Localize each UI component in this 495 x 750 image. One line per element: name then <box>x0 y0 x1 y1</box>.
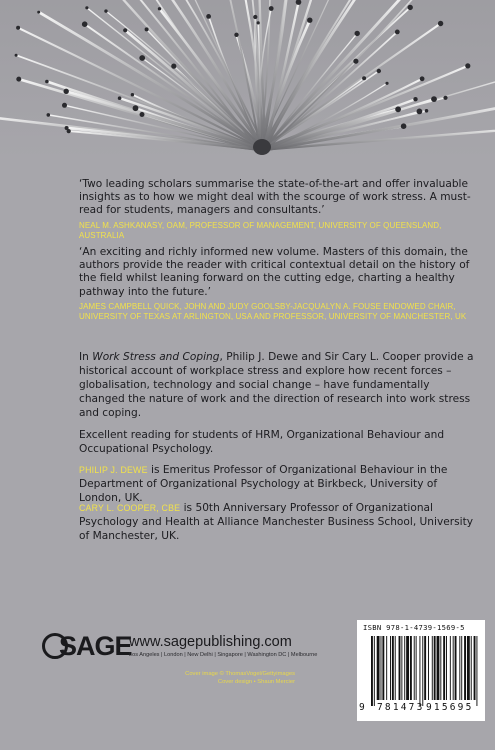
wire-tip <box>420 76 425 81</box>
barcode-bar <box>386 636 387 700</box>
barcode-bar <box>416 636 417 700</box>
wire-tip <box>431 96 437 102</box>
description-body: , Philip J. Dewe and Sir Cary L. Cooper provide a historical account of workplace stress and explore how recent forces – globalisation, technology and social change – have fundamentally changed the nature of work and the direction of research into work stress and coping. <box>79 351 474 419</box>
quote-1-attribution: NEAL M. ASHKANASY, OAM, PROFESSOR OF MANAGEMENT, UNIVERSITY OF QUEENSLAND, AUSTRALIA <box>79 219 442 241</box>
audience-text: Excellent reading for students of HRM, Organizational Behaviour and Occupational Psychology. <box>79 429 445 455</box>
barcode-bar <box>467 636 470 700</box>
barcode-bar <box>410 636 412 700</box>
barcode-bar <box>395 636 396 700</box>
publisher-cities: Los Angeles | London | New Delhi | Singapore | Washington DC | Melbourne <box>129 652 318 658</box>
barcode-digit-group-1: 781473 <box>377 702 425 713</box>
wire-tip <box>395 106 401 112</box>
barcode-bar <box>450 636 451 700</box>
author-bio-2 <box>79 501 477 543</box>
cover-art-wire-bundle <box>0 0 495 160</box>
barcode-bar <box>471 636 472 700</box>
quote-2-attribution: JAMES CAMPBELL QUICK, JOHN AND JUDY GOOLSBY-JACQUALYN A. FOUSE ENDOWED CHAIR, UNIVERSITY OF TEXAS AT ARLINGTON, USA AND PROFESSOR, UNIVERSITY OF MANCHESTER, UK <box>79 300 467 322</box>
barcode-bar <box>464 636 466 700</box>
author-1-name: PHILIP J. DEWE <box>79 465 148 475</box>
wire-tip <box>63 89 68 94</box>
barcode-bar <box>461 636 462 700</box>
wire-tip <box>62 103 67 108</box>
wire-tip <box>257 21 260 24</box>
wire-tip <box>37 11 40 14</box>
wire-tip <box>408 5 413 10</box>
barcode-bar <box>446 636 447 700</box>
barcode-bar <box>455 636 457 700</box>
wire-tip <box>45 80 49 84</box>
quote-2-text: ‘An exciting and richly informed new volume. Masters of this domain, the authors provide the reader with critical contextual detail on the history of the field whilst leaning forward on the cutting edge, charting a healthy pathway into the future.’ <box>79 246 470 298</box>
wire-tip <box>47 113 51 117</box>
wire-tip <box>139 55 145 61</box>
barcode-bar <box>406 636 409 700</box>
wire-tip <box>353 59 358 64</box>
barcode-bar <box>434 636 436 700</box>
quote-1 <box>79 178 477 241</box>
barcode-bar <box>437 636 440 700</box>
wire-tip <box>417 109 423 115</box>
sage-logo <box>42 631 132 661</box>
barcode-digit-group-2: 915695 <box>426 702 474 713</box>
sage-circle-icon <box>42 633 68 659</box>
barcode-bar <box>476 636 477 706</box>
barcode-bar <box>422 636 423 706</box>
wire-tip <box>385 82 388 85</box>
wire-tip <box>206 14 211 19</box>
wire-tip <box>401 123 407 129</box>
wire-tip <box>123 28 127 32</box>
author-2-name: CARY L. COOPER, CBE <box>79 503 181 513</box>
barcode-bar <box>440 636 441 700</box>
wire-tip <box>85 6 88 9</box>
barcode-bar <box>424 636 426 700</box>
publisher-url: www.sagepublishing.com <box>129 634 292 650</box>
wire-tip <box>16 26 20 30</box>
audience-note <box>79 428 477 456</box>
barcode-bar <box>428 636 429 700</box>
barcode-bar <box>381 636 382 700</box>
author-2-bio: is 50th Anniversary Professor of Organizational Psychology and Health at Alliance Manchester Business School, University of Manchester, UK. <box>79 502 473 542</box>
wire-tip <box>234 33 238 37</box>
barcode-bar <box>474 636 476 700</box>
book-description <box>79 350 477 420</box>
barcode-bar <box>390 636 391 700</box>
barcode-bar <box>377 636 380 700</box>
wire-tip <box>104 9 107 12</box>
wire-tip <box>269 6 274 11</box>
wire-tip <box>438 21 443 26</box>
wire-bundle-knot <box>253 139 271 155</box>
wire-tip <box>158 7 161 10</box>
wire-tip <box>253 15 257 19</box>
wire-tip <box>131 93 134 96</box>
barcode-bar <box>419 636 420 706</box>
cover-image-credit: Cover image © ThomasVogel/Gettyimages <box>185 671 295 677</box>
wire-tip <box>15 54 18 57</box>
isbn-barcode <box>357 620 485 721</box>
barcode-bar <box>392 636 394 700</box>
description-prefix: In <box>79 351 93 363</box>
wire-tip <box>65 126 69 130</box>
wire-tip <box>82 21 88 27</box>
barcode-bar <box>399 636 401 700</box>
barcode-bar <box>459 636 460 700</box>
wire-tip <box>118 96 122 100</box>
barcode-bar <box>453 636 454 700</box>
quote-2 <box>79 246 477 322</box>
book-title: Work Stress and Coping <box>92 351 220 363</box>
barcode-bar <box>374 636 375 706</box>
wire-tip <box>133 105 139 111</box>
wire-tip <box>465 63 470 68</box>
wire-tip <box>355 31 360 36</box>
wire-tip <box>145 27 149 31</box>
quote-1-text: ‘Two leading scholars summarise the state-of-the-art and offer invaluable insights as to how we might deal with the scourge of work stress. A must-read for students, managers and consultants.’ <box>79 178 471 217</box>
wire-tip <box>362 76 366 80</box>
wire-tip <box>307 18 312 23</box>
cover-design-credit: Cover design • Shaun Mercier <box>217 679 295 685</box>
wire-tip <box>425 109 429 113</box>
barcode-bar <box>404 636 405 700</box>
author-bio-1 <box>79 463 477 505</box>
barcode-bar <box>371 636 373 706</box>
wire-tip <box>443 96 447 100</box>
isbn-label: ISBN 978-1-4739-1569-5 <box>363 623 465 632</box>
wire-tip <box>16 77 21 82</box>
wire-tip <box>413 97 417 101</box>
barcode-bar <box>401 636 402 700</box>
barcode-bar <box>432 636 433 700</box>
wire-tip <box>140 112 145 117</box>
barcode-digit-lead: 9 <box>359 702 365 713</box>
barcode-bar <box>382 636 384 700</box>
wire-tip <box>395 30 400 35</box>
wire-tip <box>171 64 176 69</box>
sage-wordmark: SAGE <box>59 631 132 661</box>
author-1-bio: is Emeritus Professor of Organizational Behaviour in the Department of Organizational Psychology at Birkbeck, University of London, UK. <box>79 464 448 504</box>
wire-tip <box>377 69 381 73</box>
barcode-bar <box>414 636 415 700</box>
barcode-bar <box>443 636 445 700</box>
